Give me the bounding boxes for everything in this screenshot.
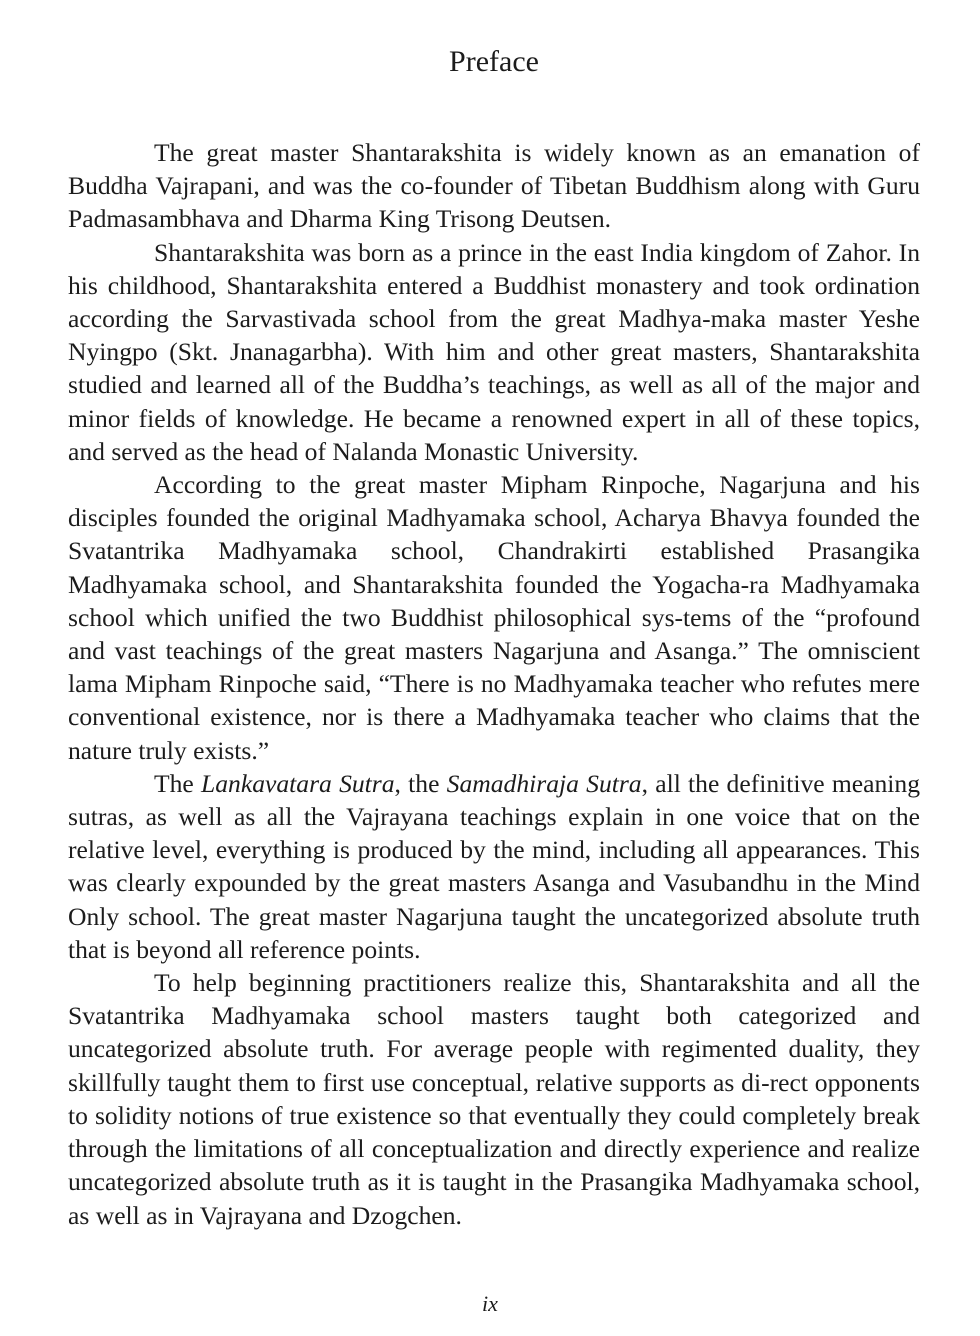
paragraph (68, 966, 920, 1232)
text-run: , all the definitive meaning sutras, as well as all the Vajrayana teachings explain in one voice that on the relative level, everything is produced by the mind, including all appearances. This was clearly expounded by the great masters Asanga and Vasubandhu in the Mind Only school. The great master Nagarjuna taught the uncategorized absolute truth that is beyond all reference points. (68, 768, 920, 964)
page-body (68, 40, 920, 1232)
sutra-title: Samadhiraja Sutra (446, 768, 642, 798)
text-run: , the (394, 768, 447, 798)
text-run: To help beginning practitioners realize this, Shantarakshita and all the Svatantrika Madhyamaka school masters taught both categorized and uncategorized absolute truth. For average people with regimented duality, they skillfully taught them to first use conceptual, relative supports as di-rect opponents to solidity notions of true existence so that eventually they could completely break through the limitations of all conceptualization and directly experience and realize uncategorized absolute truth as it is taught in the Prasangika Madhyamaka school, as well as in Vajrayana and Dzogchen. (68, 968, 920, 1230)
sutra-title: Lankavatara Sutra (201, 768, 395, 798)
paragraph (68, 136, 920, 236)
page-number: ix (482, 1291, 498, 1316)
page-title: Preface (449, 45, 539, 78)
paragraph (68, 468, 920, 767)
text-run: Shantarakshita was born as a prince in the east India kingdom of Zahor. In his childhood, Shantarakshita entered a Buddhist monastery and took ordination according the Sarvastivada school from the great Madhya-maka master Yeshe Nyingpo (Skt. Jnanagarbha). With him and other great masters, Shantarakshita studied and learned all of the Buddha’s teachings, as well as all of the major and minor fields of knowledge. He became a renowned expert in all of these topics, and served as the head of Nalanda Monastic University. (68, 237, 920, 466)
text-run: The (154, 768, 202, 798)
text-run: According to the great master Mipham Rinpoche, Nagarjuna and his disciples founded the original Madhyamaka school, Acharya Bhavya founded the Svatantrika Madhyamaka school, Chandrakirti established Prasangika Madhyamaka school, and Shantarakshita founded the Yogacha-ra Madhyamaka school which unified the two Buddhist philosophical sys-tems of the “profound and vast teachings of the great masters Nagarjuna and Asanga.” The omniscient lama Mipham Rinpoche said, “There is no Madhyamaka teacher who refutes mere conventional existence, nor is there a Madhyamaka teacher who claims that the nature truly exists.” (68, 470, 920, 765)
paragraph (68, 236, 920, 468)
text-run: The great master Shantarakshita is widely known as an emanation of Buddha Vajrapani, and was the co-founder of Tibetan Buddhism along with Guru Padmasambhava and Dharma King Trisong Deutsen. (68, 138, 920, 234)
paragraph (68, 767, 920, 966)
